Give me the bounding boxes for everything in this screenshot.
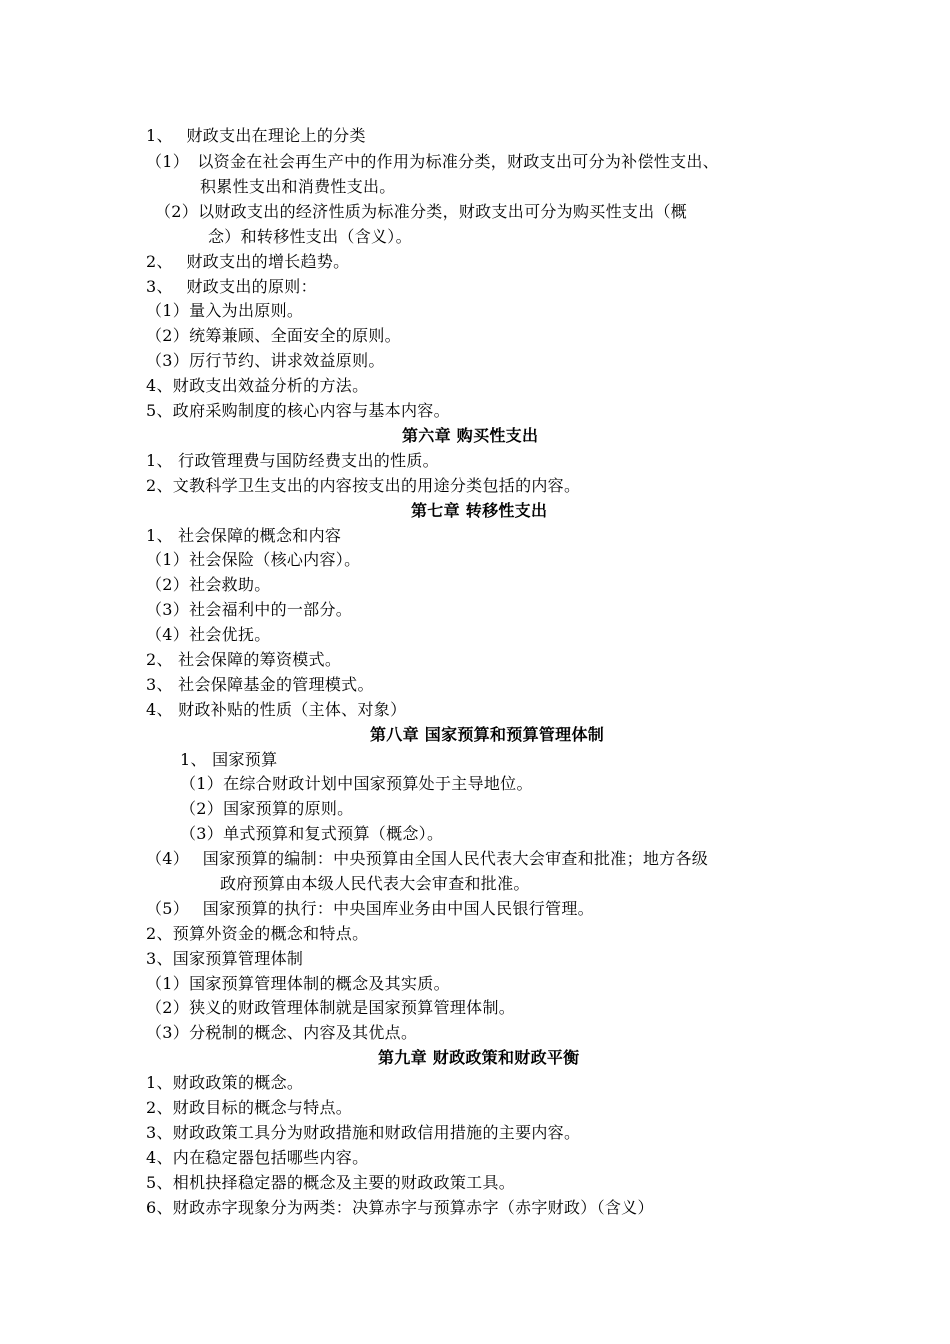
text-line: （5） 国家预算的执行：中央国库业务由中国人民银行管理。 [146, 899, 594, 918]
text-line: 2、 财政支出的增长趋势。 [146, 252, 350, 271]
chapter-heading: 第八章 国家预算和预算管理体制 [370, 725, 605, 744]
text-line: （3）社会福利中的一部分。 [146, 600, 353, 619]
text-line: （2）以财政支出的经济性质为标准分类，财政支出可分为购买性支出（概 [155, 202, 688, 221]
text-line: 1、 国家预算 [180, 750, 278, 769]
text-line: 3、 财政支出的原则： [146, 277, 317, 296]
text-line: 2、文教科学卫生支出的内容按支出的用途分类包括的内容。 [146, 476, 581, 495]
chapter-heading: 第七章 转移性支出 [411, 501, 548, 520]
text-line: 5、政府采购制度的核心内容与基本内容。 [146, 401, 450, 420]
text-line: （4） 国家预算的编制：中央预算由全国人民代表大会审查和批准；地方各级 [146, 849, 709, 868]
text-line: 1、 社会保障的概念和内容 [146, 526, 342, 545]
text-line: （2）狭义的财政管理体制就是国家预算管理体制。 [146, 998, 516, 1017]
chapter-heading: 第六章 购买性支出 [402, 426, 539, 445]
text-line: 4、内在稳定器包括哪些内容。 [146, 1148, 369, 1167]
text-line: （1）量入为出原则。 [146, 301, 304, 320]
text-line: （2）统筹兼顾、全面安全的原则。 [146, 326, 401, 345]
text-line: 积累性支出和消费性支出。 [200, 177, 396, 196]
text-line: （1）国家预算管理体制的概念及其实质。 [146, 974, 450, 993]
text-line: 2、财政目标的概念与特点。 [146, 1098, 353, 1117]
text-line: 2、预算外资金的概念和特点。 [146, 924, 369, 943]
text-line: （3）分税制的概念、内容及其优点。 [146, 1023, 418, 1042]
text-line: 4、财政支出效益分析的方法。 [146, 376, 369, 395]
text-line: 5、相机抉择稳定器的概念及主要的财政政策工具。 [146, 1173, 516, 1192]
text-line: 念）和转移性支出（含义）。 [208, 227, 412, 246]
text-line: 1、 行政管理费与国防经费支出的性质。 [146, 451, 439, 470]
text-line: （1） 以资金在社会再生产中的作用为标准分类，财政支出可分为补偿性支出、 [146, 152, 719, 171]
chapter-heading: 第九章 财政政策和财政平衡 [378, 1048, 580, 1067]
text-line: 2、 社会保障的筹资模式。 [146, 650, 342, 669]
text-line: 3、国家预算管理体制 [146, 949, 304, 968]
text-line: 1、 财政支出在理论上的分类 [146, 126, 366, 145]
text-line: （4）社会优抚。 [146, 625, 271, 644]
text-line: （1）社会保险（核心内容）。 [146, 550, 361, 569]
text-line: 3、财政政策工具分为财政措施和财政信用措施的主要内容。 [146, 1123, 581, 1142]
text-line: 6、财政赤字现象分为两类：决算赤字与预算赤字（赤字财政）（含义） [146, 1198, 654, 1217]
text-line: （3）单式预算和复式预算（概念）。 [180, 824, 444, 843]
text-line: 1、财政政策的概念。 [146, 1073, 304, 1092]
text-line: 政府预算由本级人民代表大会审查和批准。 [220, 874, 530, 893]
text-line: 3、 社会保障基金的管理模式。 [146, 675, 374, 694]
text-line: （2）社会救助。 [146, 575, 271, 594]
text-line: （1）在综合财政计划中国家预算处于主导地位。 [180, 774, 533, 793]
text-line: （2）国家预算的原则。 [180, 799, 354, 818]
text-line: （3）厉行节约、讲求效益原则。 [146, 351, 385, 370]
text-line: 4、 财政补贴的性质（主体、对象） [146, 700, 407, 719]
